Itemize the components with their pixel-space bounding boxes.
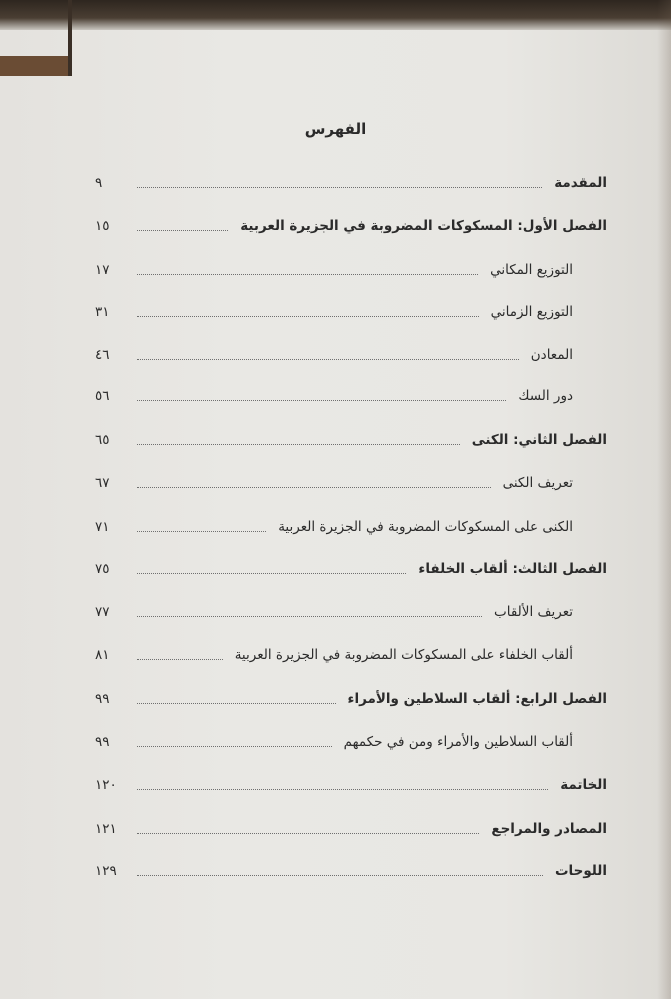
toc-dot-leader <box>137 230 228 231</box>
toc-entry-page-number: ١٧ <box>95 262 110 278</box>
toc-entry-label: المقدمة <box>554 175 607 191</box>
toc-entry <box>95 516 573 538</box>
toc-entry-label: ألقاب الخلفاء على المسكوكات المضروبة في الجزيرة العربية <box>234 647 573 663</box>
toc-entry-page-number: ٩٩ <box>95 734 110 750</box>
toc-entry <box>95 774 607 796</box>
toc-dot-leader <box>137 573 406 574</box>
toc-entry-label: الخاتمة <box>560 777 607 793</box>
toc-entry-page-number: ٧١ <box>95 519 110 535</box>
toc-entry <box>95 472 573 494</box>
top-shadow-band <box>0 0 671 30</box>
toc-dot-leader <box>137 833 479 834</box>
toc-entry <box>95 301 573 323</box>
toc-entry-page-number: ٩ <box>95 175 103 191</box>
toc-entry-label: الفصل الثاني: الكنى <box>471 432 607 448</box>
page-right-edge <box>657 0 671 999</box>
toc-entry <box>95 172 607 194</box>
toc-dot-leader <box>137 789 548 790</box>
toc-dot-leader <box>137 444 460 445</box>
toc-entry <box>95 215 607 237</box>
toc-entry-label: الكنى على المسكوكات المضروبة في الجزيرة العربية <box>278 519 573 535</box>
toc-entry-label: المصادر والمراجع <box>491 821 607 837</box>
toc-dot-leader <box>137 659 223 660</box>
toc-entry-label: التوزيع الزماني <box>490 304 573 320</box>
toc-entry <box>95 644 573 666</box>
toc-entry-label: التوزيع المكاني <box>490 262 573 278</box>
toc-entry <box>95 688 607 710</box>
toc-entry-page-number: ٦٥ <box>95 432 110 448</box>
toc-entry-page-number: ٨١ <box>95 647 110 663</box>
toc-entry-page-number: ١٢٩ <box>95 863 117 879</box>
toc-dot-leader <box>137 616 482 617</box>
toc-entry-page-number: ٧٧ <box>95 604 110 620</box>
toc-entry-label: اللوحات <box>554 863 607 879</box>
toc-dot-leader <box>137 875 543 876</box>
toc-entry-label: ألقاب السلاطين والأمراء ومن في حكمهم <box>343 734 573 750</box>
toc-dot-leader <box>137 703 336 704</box>
toc-dot-leader <box>137 746 332 747</box>
toc-entry-page-number: ٤٦ <box>95 347 110 363</box>
toc-dot-leader <box>137 187 542 188</box>
page-tab-line <box>68 0 72 76</box>
toc-entry-page-number: ٦٧ <box>95 475 110 491</box>
toc-entry-label: الفصل الأول: المسكوكات المضروبة في الجزيرة العربية <box>240 218 607 234</box>
toc-dot-leader <box>137 400 506 401</box>
toc-title: الفهرس <box>304 120 367 138</box>
toc-entry-page-number: ١٢١ <box>95 821 117 837</box>
toc-entry <box>95 385 573 407</box>
toc-entry-page-number: ٩٩ <box>95 691 110 707</box>
toc-entry-page-number: ٣١ <box>95 304 110 320</box>
toc-entry-label: المعادن <box>530 347 573 363</box>
toc-entry <box>95 601 573 623</box>
toc-entry-page-number: ٥٦ <box>95 388 110 404</box>
toc-dot-leader <box>137 274 478 275</box>
toc-dot-leader <box>137 487 491 488</box>
toc-entry <box>95 731 573 753</box>
toc-entry <box>95 860 607 882</box>
toc-entry-page-number: ٧٥ <box>95 561 110 577</box>
toc-entry-label: تعريف الكنى <box>502 475 573 491</box>
toc-entry-label: تعريف الألقاب <box>494 604 573 620</box>
toc-entry <box>95 818 607 840</box>
toc-entry <box>95 429 607 451</box>
toc-entry-label: الفصل الرابع: ألقاب السلاطين والأمراء <box>347 691 607 707</box>
toc-dot-leader <box>137 316 479 317</box>
toc-entry-label: دور السك <box>518 388 573 404</box>
page-tab-marker <box>0 56 68 76</box>
toc-entry-page-number: ١٥ <box>95 218 110 234</box>
toc-entry-label: الفصل الثالث: ألقاب الخلفاء <box>418 561 607 577</box>
toc-entry <box>95 259 573 281</box>
toc-entry <box>95 558 607 580</box>
toc-dot-leader <box>137 531 266 532</box>
toc-entry <box>95 344 573 366</box>
toc-dot-leader <box>137 359 519 360</box>
toc-entry-page-number: ١٢٠ <box>95 777 117 793</box>
